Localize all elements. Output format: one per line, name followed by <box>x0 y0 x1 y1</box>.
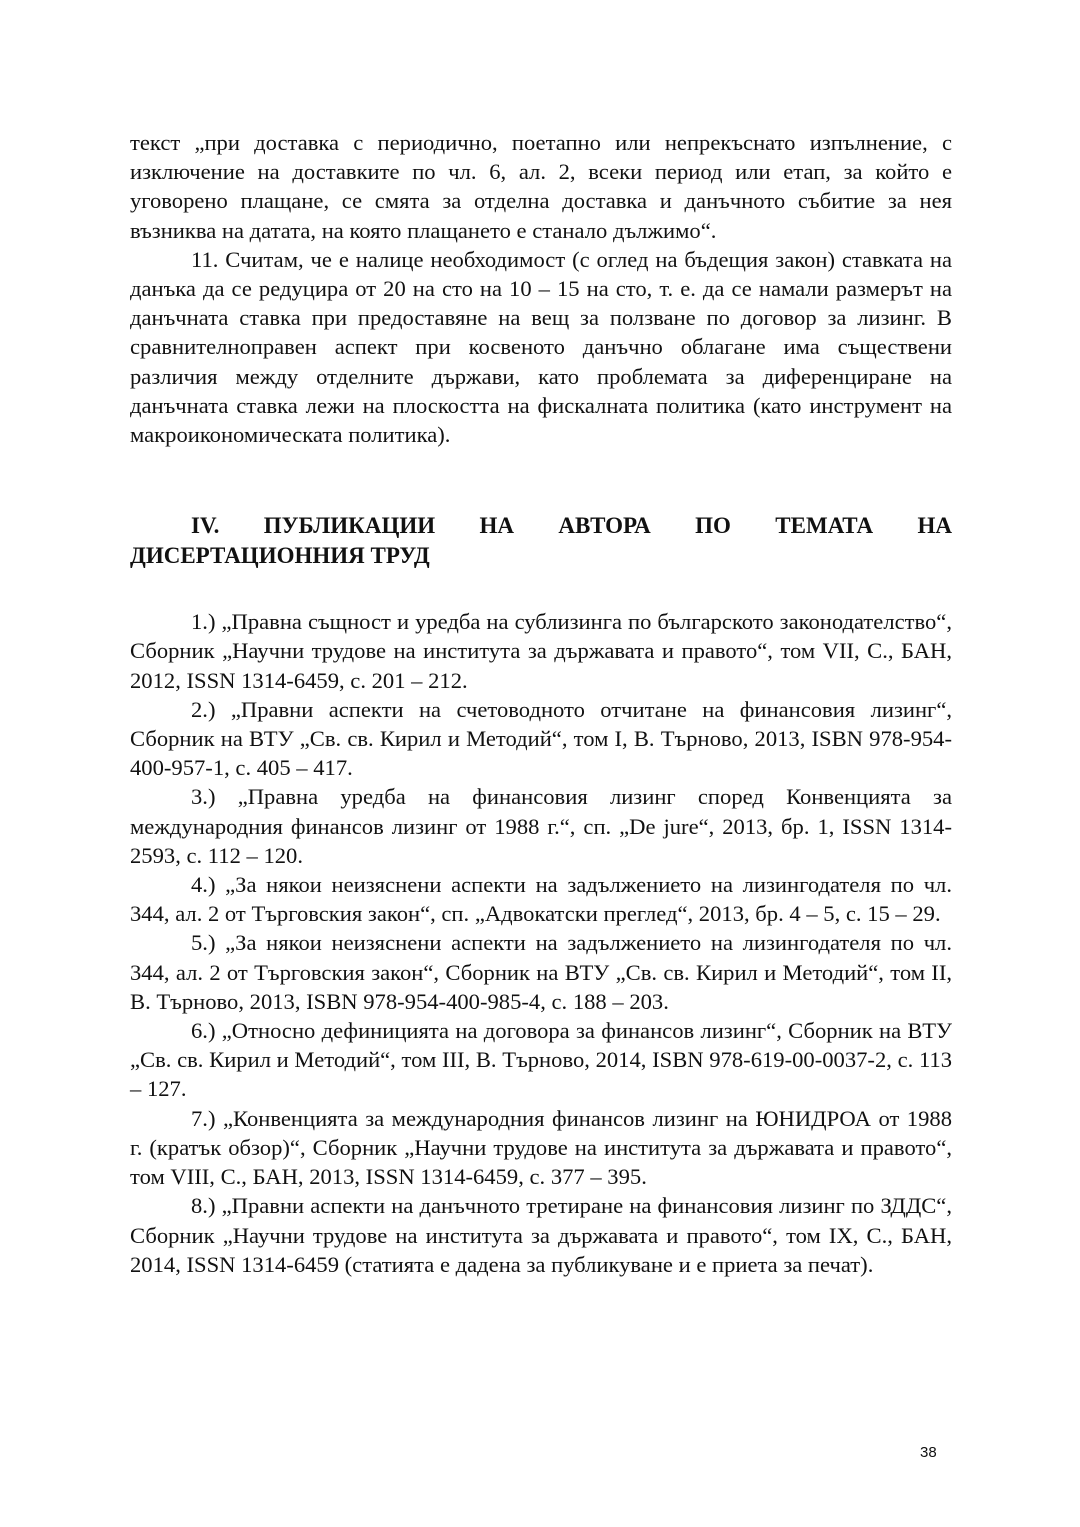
intro-paragraph: текст „при доставка с периодично, поетапно или непрекъснато изпълнение, с изключение на доставките по чл. 6, ал. 2, всеки период или етап, за който е уговорено плащане, се смята за отделна доставка и данъчното събитие за нея възниква на датата, на която плащането е станало дължимо“. <box>130 130 952 243</box>
conclusion-point-11: 11. Считам, че е налице необходимост (с оглед на бъдещия закон) ставката на данъка да се редуцира от 20 на сто на 10 – 15 на сто, т. е. да се намали размерът на данъчната ставка при предоставяне на вещ за ползване по договор за лизинг. В сравнителноправен аспект при косвеното данъчно облагане има съществени различия между отделните държави, като проблемата за диференциране на данъчната ставка лежи на плоскостта на фискалната политика (като инструмент на макроикономическата политика). <box>130 246 952 448</box>
publication-item-3: 3.) „Правна уредба на финансовия лизинг според Конвенцията за международния финансов лизинг от 1988 г.“, сп. „De jure“, 2013, бр. 1, ISSN 1314-2593, с. 112 – 120. <box>130 784 952 868</box>
publication-item-6: 6.) „Относно дефиницията на договора за финансов лизинг“, Сборник на ВТУ „Св. св. Кирил и Методий“, том III, В. Търново, 2014, ISBN 978-619-00-0037-2, с. 113 – 127. <box>130 1018 952 1102</box>
page-number: 38 <box>920 1444 937 1461</box>
publication-item-5: 5.) „За някои неизяснени аспекти на задължението на лизингодателя по чл. 344, ал. 2 от Търговския закон“, Сборник на ВТУ „Св. св. Кирил и Методий“, том II, В. Търново, 2013, ISBN 978-954-400-985-4, с. 188 – 203. <box>130 930 952 1014</box>
publication-item-2: 2.) „Правни аспекти на счетоводното отчитане на финансовия лизинг“, Сборник на ВТУ „Св. св. Кирил и Методий“, том I, В. Търново, 2013, ISBN 978-954-400-957-1, с. 405 – 417. <box>130 696 952 781</box>
section-heading-publications: IV. ПУБЛИКАЦИИ НА АВТОРА ПО ТЕМАТА НА ДИСЕРТАЦИОННИЯ ТРУД <box>130 513 952 569</box>
publication-item-8: 8.) „Правни аспекти на данъчното третиране на финансовия лизинг по ЗДДС“, Сборник „Научни трудове на института за държавата и правото“, том IX, С., БАН, 2014, ISSN 1314-6459 (статията е дадена за публикуване и е приета за печат). <box>130 1193 952 1277</box>
publication-item-7: 7.) „Конвенцията за международния финансов лизинг на ЮНИДРОА от 1988 г. (кратък обзор)“, Сборник „Научни трудове на института за държавата и правото“, том VIII, С., БАН, 2013, ISSN 1314-6459, с. 377 – 395. <box>130 1105 952 1190</box>
document-page <box>130 128 952 1279</box>
publications-list <box>130 607 952 1279</box>
publication-item-1: 1.) „Правна същност и уредба на сублизинга по българското законодателство“, Сборник „Научни трудове на института за държавата и правото“, том VII, С., БАН, 2012, ISSN 1314-6459, с. 201 – 212. <box>130 609 952 693</box>
publication-item-4: 4.) „За някои неизяснени аспекти на задължението на лизингодателя по чл. 344, ал. 2 от Търговския закон“, сп. „Адвокатски преглед“, 2013, бр. 4 – 5, с. 15 – 29. <box>130 872 952 927</box>
